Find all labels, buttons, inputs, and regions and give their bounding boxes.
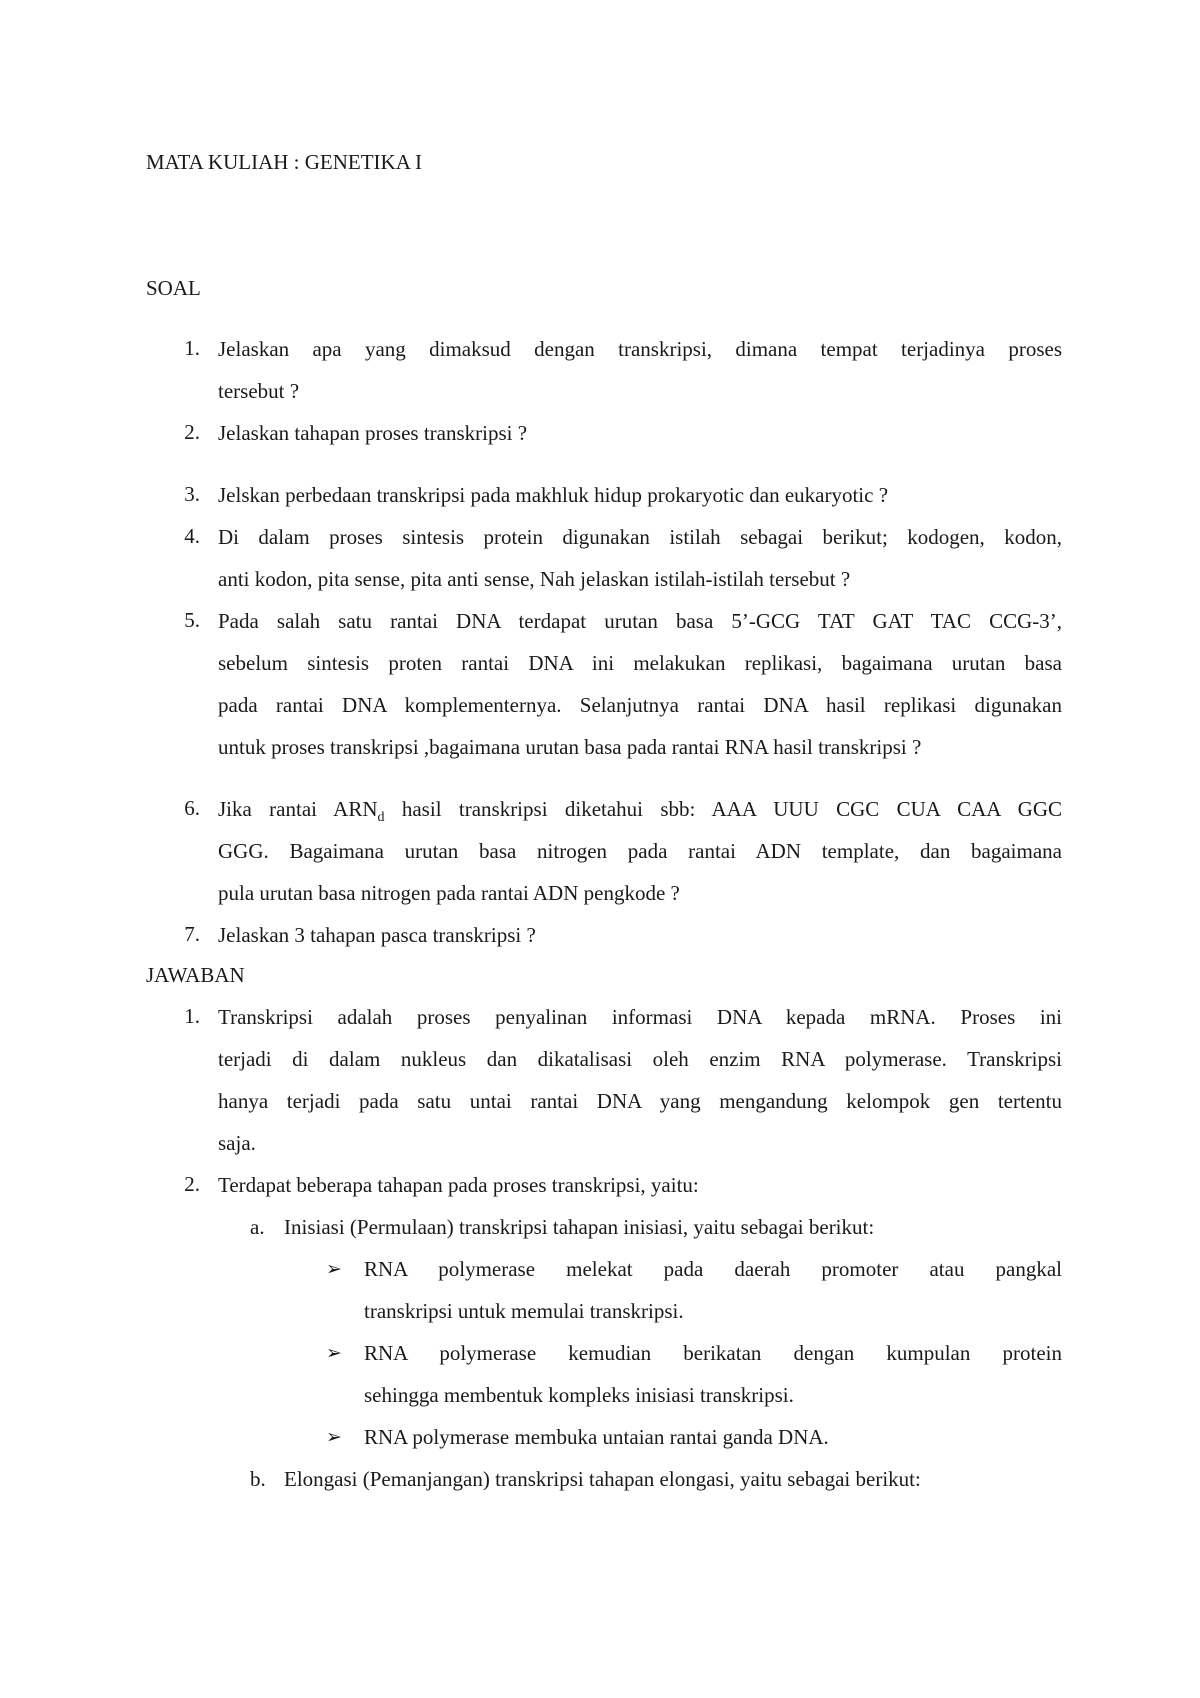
list-number: 1. [184,1004,200,1028]
list-item-text: pula urutan basa nitrogen pada rantai ADN pengkode ? [218,881,680,905]
bullet-text: sehingga membentuk kompleks inisiasi transkripsi. [364,1383,794,1407]
list-number: 7. [184,922,200,946]
list-item-text: anti kodon, pita sense, pita anti sense, Nah jelaskan istilah-istilah tersebut ? [218,567,851,591]
subscript: d [377,810,385,826]
list-item-text [218,796,1062,831]
soal-heading: SOAL [146,276,201,300]
list-item-text: Jelaskan apa yang dimaksud dengan transkripsi, dimana tempat terjadinya proses [218,337,1062,361]
list-number: 2. [184,420,200,444]
arrowhead-bullet-icon: ➢ [326,1342,342,1364]
sublist-text: Inisiasi (Permulaan) transkripsi tahapan inisiasi, yaitu sebagai berikut: [284,1215,875,1239]
list-item-text: Jelaskan 3 tahapan pasca transkripsi ? [218,923,536,947]
sublist-letter: a. [250,1215,265,1239]
list-item-text: Di dalam proses sintesis protein digunakan istilah sebagai berikut; kodogen, kodon, [218,525,1062,549]
bullet-text: transkripsi untuk memulai transkripsi. [364,1299,684,1323]
list-item-text: saja. [218,1131,256,1155]
list-item-text: sebelum sintesis proten rantai DNA ini melakukan replikasi, bagaimana urutan basa [218,651,1062,675]
list-item-text: pada rantai DNA komplementernya. Selanjutnya rantai DNA hasil replikasi digunakan [218,693,1062,717]
list-number: 5. [184,608,200,632]
list-number: 6. [184,796,200,820]
list-item-text: Pada salah satu rantai DNA terdapat urutan basa 5’-GCG TAT GAT TAC CCG-3’, [218,609,1062,633]
list-number: 2. [184,1172,200,1196]
sublist-letter: b. [250,1467,266,1491]
bullet-text: RNA polymerase melekat pada daerah promoter atau pangkal [364,1257,1062,1281]
list-item-text: Jelaskan tahapan proses transkripsi ? [218,421,528,445]
list-item-text: terjadi di dalam nukleus dan dikatalisasi oleh enzim RNA polymerase. Transkripsi [218,1047,1062,1071]
jawaban-heading: JAWABAN [146,963,245,987]
list-item-text: hanya terjadi pada satu untai rantai DNA yang mengandung kelompok gen tertentu [218,1089,1062,1113]
list-item-text: Jelskan perbedaan transkripsi pada makhluk hidup prokaryotic dan eukaryotic ? [218,483,889,507]
text-fragment: hasil transkripsi diketahui sbb: AAA UUU CGC CUA CAA GGC [384,797,1062,821]
list-item-text: untuk proses transkripsi ,bagaimana urutan basa pada rantai RNA hasil transkripsi ? [218,735,922,759]
list-number: 4. [184,524,200,548]
sublist-text: Elongasi (Pemanjangan) transkripsi tahapan elongasi, yaitu sebagai berikut: [284,1467,921,1491]
list-item-text: GGG. Bagaimana urutan basa nitrogen pada rantai ADN template, dan bagaimana [218,839,1062,863]
list-number: 3. [184,482,200,506]
bullet-text: RNA polymerase kemudian berikatan dengan kumpulan protein [364,1341,1062,1365]
arrowhead-bullet-icon: ➢ [326,1426,342,1448]
bullet-text: RNA polymerase membuka untaian rantai ganda DNA. [364,1425,829,1449]
arrowhead-bullet-icon: ➢ [326,1258,342,1280]
list-item-text: tersebut ? [218,379,300,403]
text-fragment: Jika rantai ARN [218,797,378,821]
course-title: MATA KULIAH : GENETIKA I [146,150,422,174]
list-number: 1. [184,336,200,360]
list-item-text: Transkripsi adalah proses penyalinan informasi DNA kepada mRNA. Proses ini [218,1005,1062,1029]
list-item-text: Terdapat beberapa tahapan pada proses transkripsi, yaitu: [218,1173,699,1197]
